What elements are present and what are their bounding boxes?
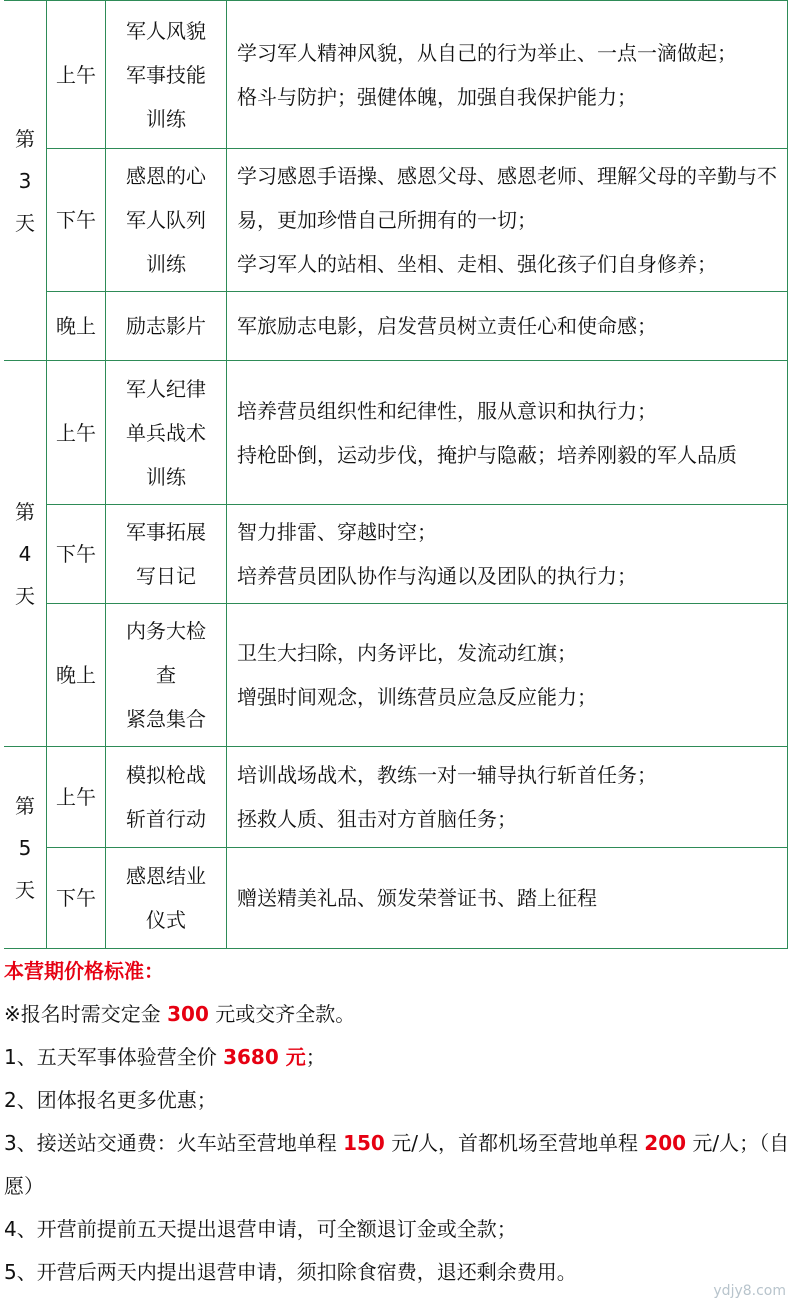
topic-cell: [106, 361, 227, 505]
full-price: 3680 元: [223, 1045, 306, 1069]
topic-line: 军人纪律: [126, 376, 206, 401]
pricing-section: [4, 950, 794, 1294]
table-row: [4, 361, 788, 505]
time-cell: 上午: [47, 361, 106, 505]
topic-line: 军事技能: [126, 62, 206, 87]
item3-suffix: 元/人；（自愿）: [4, 1131, 790, 1198]
topic-cell: [106, 747, 227, 848]
desc-line: 培养营员团队协作与沟通以及团队的执行力；: [237, 564, 637, 588]
desc-line: 持枪卧倒，运动步伐，掩护与隐蔽；培养刚毅的军人品质: [237, 442, 737, 467]
schedule-table: [4, 0, 788, 949]
topic-line: 紧急集合: [126, 707, 206, 731]
desc-line: 军旅励志电影，启发营员树立责任心和使命感；: [237, 314, 657, 338]
time-cell: 下午: [47, 505, 106, 604]
desc-line: 学习军人的站相、坐相、走相、强化孩子们自身修养；: [237, 252, 717, 276]
pricing-title: 本营期价格标准：: [4, 959, 164, 983]
pricing-item-5: 5、开营后两天内提出退营申请，须扣除食宿费，退还剩余费用。: [4, 1260, 577, 1284]
desc-line: 卫生大扫除，内务评比，发流动红旗；: [237, 641, 577, 665]
topic-line: 仪式: [146, 908, 186, 932]
deposit-amount: 300: [167, 1002, 209, 1026]
table-row: [4, 747, 788, 848]
desc-cell: [227, 848, 788, 949]
topic-line: 军人队列: [126, 208, 206, 232]
watermark: ydjy8.com: [713, 1283, 786, 1299]
desc-line: 格斗与防护；强健体魄，加强自我保护能力；: [237, 84, 637, 109]
topic-line: 训练: [146, 464, 186, 489]
topic-line: 感恩结业: [126, 864, 206, 888]
day-label: 天: [15, 210, 35, 235]
topic-line: 励志影片: [126, 314, 206, 338]
day-label: 第: [15, 793, 35, 818]
pricing-item-2: 2、团体报名更多优惠；: [4, 1088, 217, 1112]
day-cell: [4, 361, 47, 747]
item1-prefix: 1、五天军事体验营全价: [4, 1045, 224, 1069]
topic-cell: [106, 292, 227, 361]
desc-cell: [227, 149, 788, 292]
topic-line: 感恩的心: [126, 164, 206, 188]
pricing-item-4: 4、开营前提前五天提出退营申请，可全额退订金或全款；: [4, 1217, 517, 1241]
topic-line: 军事拓展: [126, 520, 206, 544]
table-row: [4, 505, 788, 604]
desc-cell: [227, 505, 788, 604]
topic-line: 内务大检: [126, 619, 206, 643]
desc-cell: [227, 747, 788, 848]
deposit-note-suffix: 元或交齐全款。: [208, 1002, 356, 1026]
topic-cell: [106, 848, 227, 949]
item3-mid: 元/人，首都机场至营地单程: [384, 1131, 645, 1155]
time-cell: 下午: [47, 848, 106, 949]
desc-line: 智力排雷、穿越时空；: [237, 520, 437, 544]
topic-cell: [106, 505, 227, 604]
desc-line: 学习感恩手语操、感恩父母、感恩老师、理解父母的辛勤与不易，更加珍惜自己所拥有的一切；: [237, 164, 777, 232]
desc-line: 培养营员组织性和纪律性，服从意识和执行力；: [237, 398, 657, 423]
table-row: [4, 149, 788, 292]
topic-line: 训练: [146, 106, 186, 131]
train-fare: 150: [343, 1131, 385, 1155]
desc-line: 培训战场战术，教练一对一辅导执行斩首任务；: [237, 763, 657, 787]
desc-cell: [227, 292, 788, 361]
table-row: [4, 1, 788, 149]
deposit-note-prefix: ※报名时需交定金: [4, 1002, 168, 1026]
desc-line: 学习军人精神风貌，从自己的行为举止、一点一滴做起；: [237, 40, 737, 65]
desc-line: 拯救人质、狙击对方首脑任务；: [237, 807, 517, 831]
time-cell: 晚上: [47, 604, 106, 747]
topic-line: 训练: [146, 252, 186, 276]
day-cell: [4, 747, 47, 949]
day-label: 天: [15, 583, 35, 608]
desc-cell: [227, 1, 788, 149]
item3-prefix: 3、接送站交通费：火车站至营地单程: [4, 1131, 344, 1155]
day-number: 5: [18, 835, 32, 860]
pricing-title-row: [4, 950, 794, 993]
time-cell: 晚上: [47, 292, 106, 361]
table-row: [4, 604, 788, 747]
table-row: [4, 292, 788, 361]
time-cell: 下午: [47, 149, 106, 292]
topic-cell: [106, 149, 227, 292]
desc-line: 增强时间观念，训练营员应急反应能力；: [237, 685, 597, 709]
item1-suffix: ；: [305, 1045, 326, 1069]
time-cell: 上午: [47, 747, 106, 848]
topic-cell: [106, 1, 227, 149]
desc-line: 赠送精美礼品、颁发荣誉证书、踏上征程: [237, 886, 597, 910]
desc-cell: [227, 361, 788, 505]
table-row: [4, 848, 788, 949]
topic-line: 模拟枪战: [126, 763, 206, 787]
topic-line: 军人风貌: [126, 18, 206, 43]
topic-cell: [106, 604, 227, 747]
topic-line: 单兵战术: [126, 420, 206, 445]
desc-cell: [227, 604, 788, 747]
airport-fare: 200: [644, 1131, 687, 1155]
day-label: 天: [15, 877, 35, 902]
time-cell: 上午: [47, 1, 106, 149]
topic-line: 斩首行动: [126, 807, 206, 831]
day-number: 4: [18, 541, 32, 566]
day-number: 3: [18, 168, 32, 193]
day-cell: [4, 1, 47, 361]
topic-line: 写日记: [136, 564, 196, 588]
day-label: 第: [15, 126, 35, 151]
pricing-item-1: [4, 1036, 794, 1079]
pricing-item-3: [4, 1122, 794, 1208]
deposit-note: [4, 993, 794, 1036]
day-label: 第: [15, 499, 35, 524]
topic-line: 查: [156, 663, 176, 687]
